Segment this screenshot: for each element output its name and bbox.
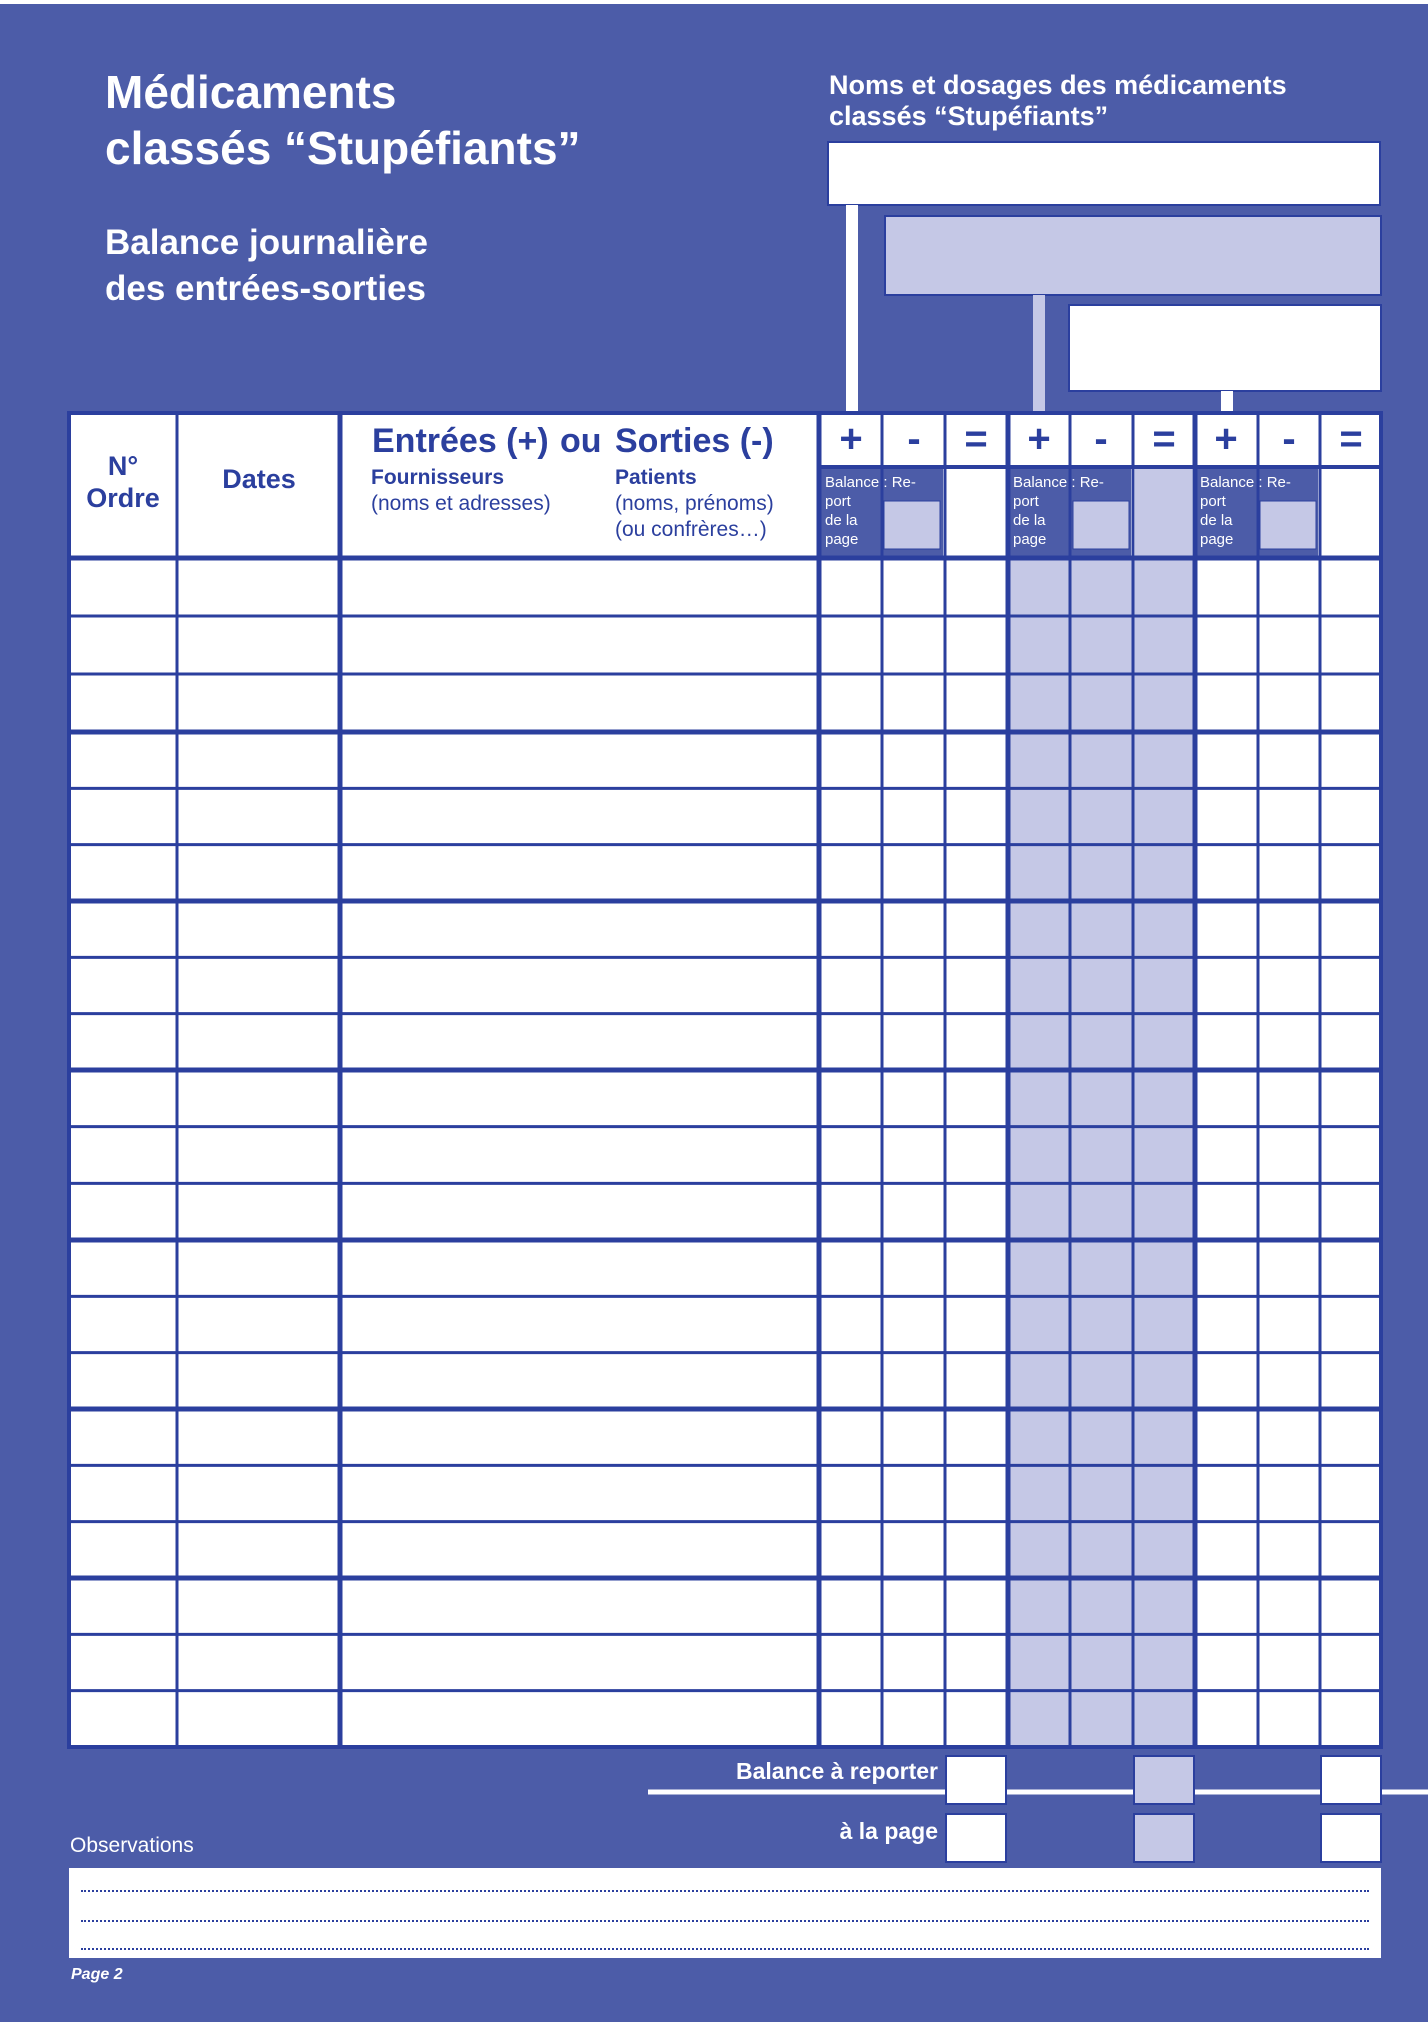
observation-line-3 — [81, 1948, 1369, 1950]
lavender-column-band — [1008, 558, 1194, 1747]
col-header-order-line2: Ordre — [86, 483, 160, 513]
balance-report-label-1 — [825, 473, 916, 549]
minus-sign-2: - — [1094, 417, 1108, 461]
balance-report-label-3-l2: port — [1200, 493, 1226, 510]
balance-report-label-2-l1: Balance : Re- — [1013, 474, 1104, 491]
carry-balance-field-1[interactable] — [946, 1756, 1006, 1804]
top-margin — [0, 0, 1428, 4]
suppliers-title: Fournisseurs — [371, 466, 505, 489]
balance-report-label-3-l1: Balance : Re- — [1200, 474, 1291, 491]
drug-names-label — [829, 70, 1287, 132]
page-balance-field-3[interactable] — [1321, 1814, 1381, 1862]
col-header-order-line1: N° — [107, 451, 139, 481]
patients-subtitle-1: (noms, prénoms) — [615, 492, 774, 515]
balance-report-label-3-l3: de la — [1200, 512, 1233, 529]
plus-sign-3: + — [1214, 417, 1238, 461]
plus-sign-1: + — [839, 417, 863, 461]
balance-report-label-1-l2: port — [825, 493, 851, 510]
patients-title: Patients — [615, 466, 697, 489]
form-subtitle — [105, 220, 428, 312]
equals-header-cell-2 — [1135, 467, 1192, 556]
minus-sign-3: - — [1282, 417, 1296, 461]
carry-balance-field-3[interactable] — [1321, 1756, 1381, 1804]
form-subtitle-line1: Balance journalière — [105, 223, 428, 262]
drug-names-label-line1: Noms et dosages des médicaments — [829, 70, 1287, 100]
equals-sign-1: = — [964, 417, 988, 461]
drug-connector-3 — [1221, 391, 1233, 413]
balance-to-carry-label: Balance à reporter — [736, 1758, 938, 1784]
drug-name-field-3[interactable] — [1069, 305, 1381, 391]
plus-sign-2: + — [1027, 417, 1051, 461]
drug-connector-1 — [846, 205, 858, 413]
entries-title: Entrées (+) — [372, 422, 549, 460]
col-header-order — [69, 450, 177, 514]
observation-line-2 — [81, 1920, 1369, 1922]
balance-report-label-3-l4: page — [1200, 531, 1234, 548]
minus-sign-1: - — [907, 417, 921, 461]
exits-title: Sorties (-) — [615, 422, 774, 460]
page-balance-field-2[interactable] — [1134, 1814, 1194, 1862]
bottom-margin — [0, 2022, 1428, 2028]
balance-report-label-2-l2: port — [1013, 493, 1039, 510]
suppliers-header — [371, 465, 551, 517]
or-label: ou — [560, 422, 602, 460]
page-number: Page 2 — [71, 1966, 123, 1983]
form-subtitle-line2: des entrées-sorties — [105, 269, 426, 308]
balance-report-label-1-l3: de la — [825, 512, 858, 529]
to-page-label: à la page — [839, 1818, 938, 1844]
form-title-line2: classés “Stupéfiants” — [105, 122, 581, 174]
balance-report-label-1-l4: page — [825, 531, 859, 548]
drug-name-field-1[interactable] — [828, 142, 1380, 205]
balance-report-label-1-l1: Balance : Re- — [825, 474, 916, 491]
observations-label: Observations — [70, 1834, 194, 1857]
page-balance-field-1[interactable] — [946, 1814, 1006, 1862]
patients-subtitle-2: (ou confrères…) — [615, 518, 767, 541]
suppliers-subtitle: (noms et adresses) — [371, 492, 551, 515]
form-title — [105, 64, 581, 176]
drug-name-field-2[interactable] — [885, 216, 1381, 295]
balance-report-label-2-l3: de la — [1013, 512, 1046, 529]
equals-sign-2: = — [1152, 417, 1176, 461]
drug-connector-2 — [1033, 295, 1045, 413]
observations-box[interactable] — [69, 1868, 1381, 1958]
patients-header — [615, 465, 774, 543]
carry-balance-field-2[interactable] — [1134, 1756, 1194, 1804]
equals-sign-3: = — [1339, 417, 1363, 461]
balance-report-label-3 — [1200, 473, 1291, 549]
observation-line-1 — [81, 1890, 1369, 1892]
drug-names-label-line2: classés “Stupéfiants” — [829, 101, 1109, 131]
col-header-dates: Dates — [222, 464, 296, 494]
balance-report-label-2-l4: page — [1013, 531, 1047, 548]
form-title-line1: Médicaments — [105, 66, 397, 118]
balance-report-label-2 — [1013, 473, 1104, 549]
